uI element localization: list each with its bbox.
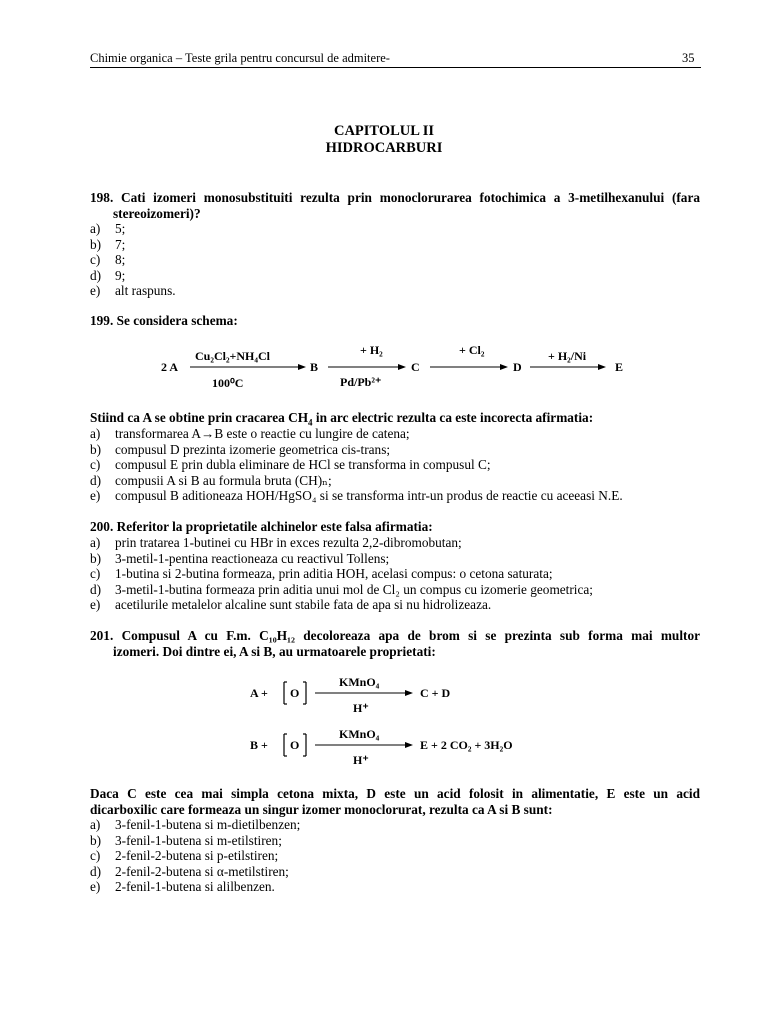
option-text: alt raspuns. — [115, 283, 176, 299]
header-rule — [90, 67, 701, 68]
scheme-compound-e: E — [615, 360, 624, 374]
statement-text-cont: in arc electric rezulta ca este incorecta afirmatia: — [312, 410, 594, 425]
option-text: 3-metil-1-butina formeaza prin aditia unui mol de Cl₂ un compus cu izomerie geometrica; — [115, 581, 593, 597]
option — [90, 879, 700, 895]
option-letter: e) — [90, 283, 101, 299]
option-letter: d) — [90, 267, 102, 283]
option — [90, 566, 700, 582]
option-text: acetilurile metalelor alcaline sunt stabile fata de apa si nu hidrolizeaza. — [115, 597, 492, 613]
statement-199 — [90, 410, 700, 426]
statement-text: Stiind ca A se obtine prin cracarea CH — [90, 410, 309, 425]
option-letter: d) — [90, 581, 102, 597]
option-letter: a) — [90, 221, 101, 236]
option — [90, 535, 700, 551]
eq1-reactant: A + — [250, 686, 268, 700]
option-text: 3-fenil-1-butena si m-dietilbenzen; — [115, 817, 301, 832]
options-199 — [90, 426, 700, 504]
eq2-reagent: KMnO₄ — [339, 727, 380, 741]
option — [90, 442, 700, 458]
option-letter: e) — [90, 488, 101, 504]
option-text: 8; — [115, 252, 126, 268]
option — [90, 221, 700, 237]
scheme-condition-2: Pd/Pb²⁺ — [340, 375, 382, 389]
option-letter: b) — [90, 441, 102, 457]
option — [90, 864, 700, 880]
option-letter: b) — [90, 832, 102, 848]
options-200 — [90, 535, 700, 613]
option — [90, 488, 700, 504]
eq2-condition: H⁺ — [353, 753, 369, 767]
option-letter: d) — [90, 863, 102, 879]
eq1-condition: H⁺ — [353, 701, 369, 715]
option-letter: e) — [90, 879, 101, 895]
scheme-reagent-1: Cu₂Cl₂+NH₄Cl — [195, 349, 270, 363]
option-letter: a) — [90, 535, 101, 550]
question-text: Compusul A cu F.m. C₁₀H₁₂ decoloreaza apa de brom si se prezinta sub forma mai multor — [121, 628, 700, 643]
option — [90, 252, 700, 268]
question-199 — [90, 313, 700, 329]
option-letter: b) — [90, 550, 102, 566]
options-198 — [90, 221, 700, 299]
option-text: prin tratarea 1-butinei cu HBr in exces rezulta 2,2-dibromobutan; — [115, 535, 462, 550]
option — [90, 597, 700, 613]
option-letter: b) — [90, 236, 102, 252]
option — [90, 268, 700, 284]
chapter-label: CAPITOLUL II — [333, 123, 435, 139]
question-text: Se considera schema: — [116, 313, 238, 328]
oxidation-equations-201 — [240, 670, 560, 775]
scheme-compound-d: D — [513, 360, 522, 374]
question-198 — [90, 190, 700, 221]
statement-text: Daca C este cea mai simpla cetona mixta, D este un acid folosit in alimentatie, E este un acid — [90, 786, 700, 801]
option-text: compusul B aditioneaza HOH/HgSO₄ si se transforma intr-un produs de reactie cu aceeasi N.E. — [115, 488, 623, 504]
option — [90, 833, 700, 849]
scheme-arrowhead-3 — [500, 364, 508, 370]
option — [90, 473, 700, 489]
chapter-title: HIDROCARBURI — [325, 140, 443, 156]
option-text: 2-fenil-2-butena si p-etilstiren; — [115, 848, 279, 864]
question-text-cont: izomeri. Doi dintre ei, A si B, au urmatoarele proprietati: — [113, 643, 436, 659]
eq2-oxygen: O — [290, 738, 300, 752]
scheme-compound-b: B — [310, 360, 319, 374]
option-text: 1-butina si 2-butina formeaza, prin aditia HOH, acelasi compus: o cetona saturata; — [115, 566, 553, 582]
option-text: 2-fenil-2-butena si α-metilstiren; — [115, 863, 289, 879]
scheme-arrowhead-2 — [398, 364, 406, 370]
option-letter: c) — [90, 252, 101, 268]
option — [90, 426, 700, 442]
question-text: Cati izomeri monosubstituiti rezulta prin monoclorurarea fotochimica a 3-metilhexanului (fara — [121, 190, 701, 205]
option-letter: a) — [90, 817, 101, 832]
question-201 — [90, 628, 700, 659]
option-text: 9; — [115, 267, 126, 283]
question-number: 198. — [90, 190, 114, 205]
option-letter: c) — [90, 566, 101, 582]
option-text: 5; — [115, 221, 126, 236]
scheme-condition-1: 100⁰C — [212, 376, 244, 390]
option — [90, 283, 700, 299]
option — [90, 817, 700, 833]
options-201 — [90, 817, 700, 895]
running-header-title: Chimie organica – Teste grila pentru concursul de admitere- — [90, 51, 390, 65]
eq1-arrowhead — [405, 690, 413, 696]
eq1-reagent: KMnO₄ — [339, 675, 380, 689]
option-letter: d) — [90, 472, 102, 488]
option — [90, 582, 700, 598]
scheme-compound-c: C — [411, 360, 420, 374]
option-text: transformarea A→B este o reactie cu lungire de catena; — [115, 426, 410, 441]
option-text: 3-fenil-1-butena si m-etilstiren; — [115, 832, 282, 848]
eq1-products: C + D — [420, 686, 451, 700]
eq2-arrowhead — [405, 742, 413, 748]
option-text: compusii A si B au formula bruta (CH)ₙ; — [115, 472, 332, 488]
eq2-reactant: B + — [250, 738, 268, 752]
page-number: 35 — [682, 51, 695, 65]
eq2-products: E + 2 CO₂ + 3H₂O — [420, 738, 513, 752]
question-number: 201. — [90, 628, 114, 643]
scheme-reagent-3: + Cl₂ — [459, 343, 485, 357]
scheme-compound-a: 2 A — [161, 360, 179, 374]
option — [90, 457, 700, 473]
question-text-cont: stereoizomeri)? — [113, 205, 201, 221]
option — [90, 551, 700, 567]
option — [90, 848, 700, 864]
statement-text-cont: dicarboxilic care formeaza un singur izomer monoclorurat, rezulta ca A si B sunt: — [90, 801, 553, 817]
statement-subscript: 4 — [308, 417, 313, 428]
scheme-arrowhead-1 — [298, 364, 306, 370]
question-number: 200. — [90, 519, 114, 534]
option-letter: e) — [90, 597, 101, 613]
option-letter: c) — [90, 457, 101, 473]
reaction-scheme-199 — [150, 340, 640, 395]
question-text: Referitor la proprietatile alchinelor este falsa afirmatia: — [116, 519, 433, 534]
option-text: 7; — [115, 236, 126, 252]
option-text: 3-metil-1-pentina reactioneaza cu reactivul Tollens; — [115, 550, 390, 566]
option-text: compusul D prezinta izomerie geometrica cis-trans; — [115, 441, 391, 457]
option-text: 2-fenil-1-butena si alilbenzen. — [115, 879, 275, 895]
question-number: 199. — [90, 313, 114, 328]
question-200 — [90, 519, 700, 535]
option-letter: a) — [90, 426, 101, 441]
option-text: compusul E prin dubla eliminare de HCl se transforma in compusul C; — [115, 457, 491, 473]
eq1-oxygen: O — [290, 686, 300, 700]
option-letter: c) — [90, 848, 101, 864]
option — [90, 237, 700, 253]
scheme-arrowhead-4 — [598, 364, 606, 370]
statement-201 — [90, 786, 700, 817]
scheme-reagent-2: + H₂ — [360, 343, 383, 357]
scheme-reagent-4: + H₂/Ni — [548, 349, 587, 363]
